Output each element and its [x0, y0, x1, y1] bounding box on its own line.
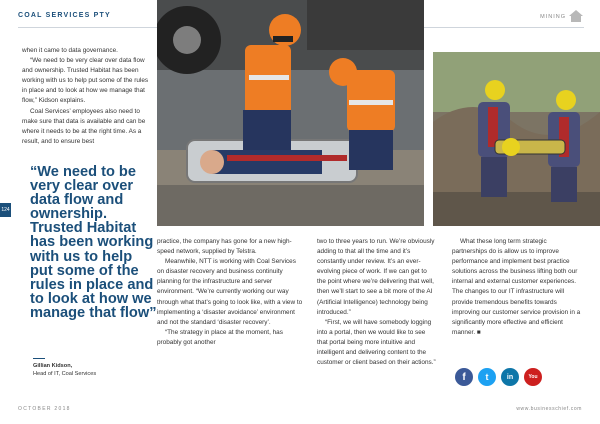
magazine-section-title: COAL SERVICES PTY [18, 12, 111, 19]
website-url[interactable]: www.businesschief.com [516, 406, 582, 412]
body-column-3 [317, 237, 437, 368]
linkedin-icon[interactable]: in [501, 368, 519, 386]
issue-date: OCTOBER 2018 [18, 406, 71, 412]
pull-quote: “We need to be very clear over data flow and ownership. Trusted Habitat has been working with us to help put some of the rules in place and to look at how we manage that flow” [30, 164, 157, 321]
body-column-1 [22, 46, 152, 147]
attribution-role: Head of IT, Coal Services [33, 371, 97, 377]
page-number-left: 124 [0, 203, 11, 217]
facebook-icon[interactable]: f [455, 368, 473, 386]
section-label: MINING [540, 14, 566, 20]
paragraph: What these long term strategic partnerships do is allow us to improve performance and implement best practice solutions across the business lifting both our internal and external customer experiences. The changes to our IT infrastructure will provide tremendous benefits towards improving our customer service provision in a significantly more effective and efficient manner. ■ [452, 238, 581, 336]
youtube-icon[interactable]: You [524, 368, 542, 386]
twitter-icon[interactable]: t [478, 368, 496, 386]
paragraph: two to three years to run. We’re obviously adding to that all the time and it’s constantly under review. It’s an ever-evolving piece of work. If we can get to the point where we’re delivering that well, then we’ll start to see a bit more of the AI (Artificial Intelligence) technology being introduced.” [317, 238, 435, 316]
paragraph: practice, the company has gone for a new high-speed network, supplied by Telstra. [157, 238, 292, 256]
paragraph: Coal Services’ employees also need to make sure that data is available and can be where it needs to be at the right time. As a result, and to ensure best [22, 107, 146, 145]
body-column-4 [452, 237, 582, 338]
body-column-2 [157, 237, 303, 348]
rescue-photo-main [157, 0, 424, 226]
rescue-photo-secondary [433, 52, 600, 226]
home-icon [568, 9, 584, 23]
paragraph: when it came to data governance. [22, 47, 118, 54]
attribution-name: Gillian Kidson, [33, 363, 73, 369]
paragraph: “We need to be very clear over data flow and ownership. Trusted Habitat has been working with us to help put some of the rules in place and to look at how we manage that flow,” Kidson explains. [22, 57, 149, 105]
paragraph: “The strategy in place at the moment, has probably got another [157, 328, 283, 346]
attribution-rule [33, 358, 45, 359]
paragraph: “First, we will have somebody logging into a portal, then we would like to see that portal being more intuitive and intelligent and delivering content to the customer or client based on their actions.” [317, 318, 436, 367]
paragraph: Meanwhile, NTT is working with Coal Services on disaster recovery and business continuity planning for the infrastructure and server environment. “We’re currently working our way through what that’s going to look like, with a view to implementing a ‘disaster avoidance’ environment and not the standard ‘disaster recovery’. [157, 258, 303, 326]
